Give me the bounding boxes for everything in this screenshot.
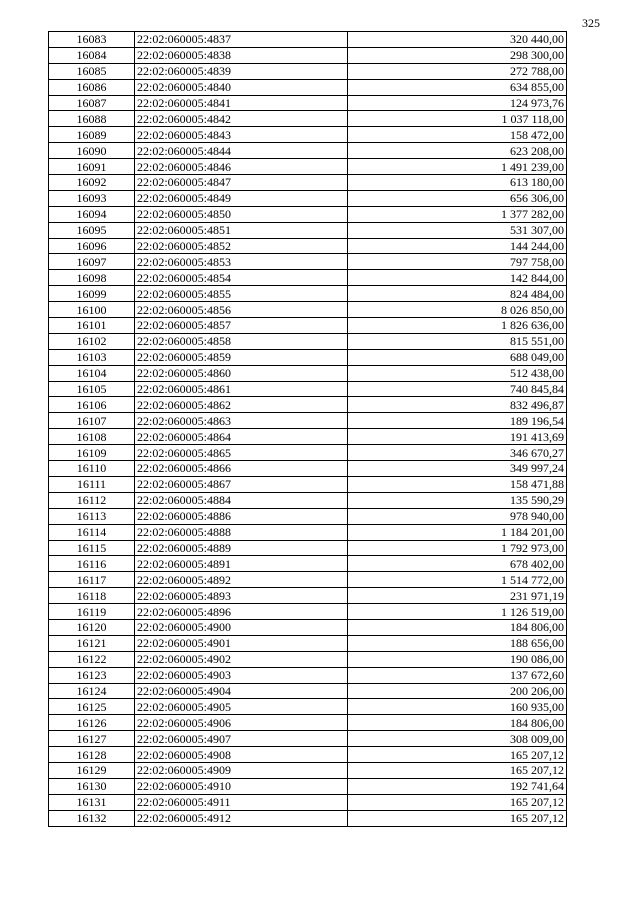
row-number-cell: 16085 [49, 63, 135, 79]
cadastral-number-cell: 22:02:060005:4856 [135, 302, 348, 318]
row-number-cell: 16128 [49, 747, 135, 763]
row-number-cell: 16104 [49, 365, 135, 381]
row-number-cell: 16131 [49, 794, 135, 810]
cadastral-value-cell: 1 514 772,00 [348, 572, 567, 588]
cadastral-number-cell: 22:02:060005:4837 [135, 32, 348, 48]
cadastral-number-cell: 22:02:060005:4861 [135, 381, 348, 397]
cadastral-number-cell: 22:02:060005:4855 [135, 286, 348, 302]
table-body [49, 32, 567, 827]
cadastral-number-cell: 22:02:060005:4851 [135, 222, 348, 238]
cadastral-value-cell: 320 440,00 [348, 32, 567, 48]
cadastral-value-cell: 1 377 282,00 [348, 206, 567, 222]
cadastral-value-cell: 184 806,00 [348, 619, 567, 635]
cadastral-number-cell: 22:02:060005:4864 [135, 429, 348, 445]
row-number-cell: 16132 [49, 810, 135, 826]
table-row [49, 540, 567, 556]
cadastral-number-cell: 22:02:060005:4884 [135, 492, 348, 508]
cadastral-value-cell: 349 997,24 [348, 461, 567, 477]
cadastral-number-cell: 22:02:060005:4893 [135, 588, 348, 604]
cadastral-value-cell: 623 208,00 [348, 143, 567, 159]
cadastral-value-cell: 165 207,12 [348, 747, 567, 763]
row-number-cell: 16127 [49, 731, 135, 747]
row-number-cell: 16093 [49, 190, 135, 206]
row-number-cell: 16118 [49, 588, 135, 604]
cadastral-value-cell: 688 049,00 [348, 349, 567, 365]
table-row [49, 32, 567, 48]
row-number-cell: 16124 [49, 683, 135, 699]
cadastral-value-cell: 1 126 519,00 [348, 604, 567, 620]
row-number-cell: 16088 [49, 111, 135, 127]
row-number-cell: 16110 [49, 461, 135, 477]
cadastral-value-table [48, 31, 567, 827]
row-number-cell: 16107 [49, 413, 135, 429]
row-number-cell: 16113 [49, 508, 135, 524]
table-row [49, 349, 567, 365]
row-number-cell: 16087 [49, 95, 135, 111]
row-number-cell: 16092 [49, 175, 135, 191]
row-number-cell: 16114 [49, 524, 135, 540]
row-number-cell: 16109 [49, 445, 135, 461]
cadastral-number-cell: 22:02:060005:4860 [135, 365, 348, 381]
table-row [49, 381, 567, 397]
cadastral-number-cell: 22:02:060005:4867 [135, 476, 348, 492]
row-number-cell: 16120 [49, 619, 135, 635]
cadastral-value-cell: 165 207,12 [348, 810, 567, 826]
cadastral-number-cell: 22:02:060005:4891 [135, 556, 348, 572]
row-number-cell: 16083 [49, 32, 135, 48]
table-row [49, 508, 567, 524]
row-number-cell: 16091 [49, 159, 135, 175]
cadastral-value-cell: 1 792 973,00 [348, 540, 567, 556]
table-row [49, 206, 567, 222]
table-row [49, 461, 567, 477]
table-row [49, 762, 567, 778]
cadastral-value-cell: 135 590,29 [348, 492, 567, 508]
table-row [49, 79, 567, 95]
table-row [49, 111, 567, 127]
table-row [49, 683, 567, 699]
cadastral-number-cell: 22:02:060005:4853 [135, 254, 348, 270]
row-number-cell: 16108 [49, 429, 135, 445]
cadastral-number-cell: 22:02:060005:4850 [135, 206, 348, 222]
cadastral-number-cell: 22:02:060005:4847 [135, 175, 348, 191]
cadastral-number-cell: 22:02:060005:4889 [135, 540, 348, 556]
cadastral-number-cell: 22:02:060005:4858 [135, 333, 348, 349]
row-number-cell: 16103 [49, 349, 135, 365]
table-row [49, 651, 567, 667]
cadastral-value-cell: 978 940,00 [348, 508, 567, 524]
cadastral-number-cell: 22:02:060005:4840 [135, 79, 348, 95]
table-row [49, 159, 567, 175]
cadastral-number-cell: 22:02:060005:4900 [135, 619, 348, 635]
row-number-cell: 16090 [49, 143, 135, 159]
row-number-cell: 16098 [49, 270, 135, 286]
row-number-cell: 16115 [49, 540, 135, 556]
row-number-cell: 16117 [49, 572, 135, 588]
cadastral-value-cell: 678 402,00 [348, 556, 567, 572]
table-row [49, 619, 567, 635]
cadastral-value-cell: 512 438,00 [348, 365, 567, 381]
cadastral-value-cell: 144 244,00 [348, 238, 567, 254]
table-row [49, 476, 567, 492]
cadastral-number-cell: 22:02:060005:4849 [135, 190, 348, 206]
cadastral-value-cell: 8 026 850,00 [348, 302, 567, 318]
table-row [49, 747, 567, 763]
cadastral-number-cell: 22:02:060005:4842 [135, 111, 348, 127]
table-row [49, 143, 567, 159]
cadastral-value-cell: 298 300,00 [348, 47, 567, 63]
table-row [49, 302, 567, 318]
cadastral-number-cell: 22:02:060005:4908 [135, 747, 348, 763]
row-number-cell: 16101 [49, 318, 135, 334]
cadastral-number-cell: 22:02:060005:4896 [135, 604, 348, 620]
cadastral-value-cell: 832 496,87 [348, 397, 567, 413]
table-row [49, 731, 567, 747]
table-row [49, 794, 567, 810]
cadastral-value-cell: 142 844,00 [348, 270, 567, 286]
row-number-cell: 16102 [49, 333, 135, 349]
table-row [49, 63, 567, 79]
page-number: 325 [582, 16, 600, 30]
row-number-cell: 16095 [49, 222, 135, 238]
table-row [49, 556, 567, 572]
cadastral-value-cell: 188 656,00 [348, 635, 567, 651]
cadastral-number-cell: 22:02:060005:4911 [135, 794, 348, 810]
cadastral-number-cell: 22:02:060005:4846 [135, 159, 348, 175]
cadastral-value-cell: 189 196,54 [348, 413, 567, 429]
cadastral-value-cell: 165 207,12 [348, 794, 567, 810]
cadastral-value-cell: 137 672,60 [348, 667, 567, 683]
table-row [49, 429, 567, 445]
row-number-cell: 16089 [49, 127, 135, 143]
row-number-cell: 16130 [49, 778, 135, 794]
cadastral-value-cell: 160 935,00 [348, 699, 567, 715]
row-number-cell: 16105 [49, 381, 135, 397]
row-number-cell: 16125 [49, 699, 135, 715]
cadastral-value-cell: 124 973,76 [348, 95, 567, 111]
cadastral-number-cell: 22:02:060005:4892 [135, 572, 348, 588]
cadastral-value-cell: 192 741,64 [348, 778, 567, 794]
row-number-cell: 16119 [49, 604, 135, 620]
cadastral-number-cell: 22:02:060005:4909 [135, 762, 348, 778]
row-number-cell: 16112 [49, 492, 135, 508]
table-row [49, 810, 567, 826]
cadastral-number-cell: 22:02:060005:4866 [135, 461, 348, 477]
table-row [49, 524, 567, 540]
cadastral-value-cell: 308 009,00 [348, 731, 567, 747]
cadastral-number-cell: 22:02:060005:4886 [135, 508, 348, 524]
cadastral-value-cell: 158 471,88 [348, 476, 567, 492]
cadastral-number-cell: 22:02:060005:4907 [135, 731, 348, 747]
row-number-cell: 16126 [49, 715, 135, 731]
table-row [49, 47, 567, 63]
cadastral-number-cell: 22:02:060005:4841 [135, 95, 348, 111]
table-row [49, 127, 567, 143]
row-number-cell: 16099 [49, 286, 135, 302]
table-row [49, 286, 567, 302]
table-row [49, 270, 567, 286]
cadastral-value-cell: 613 180,00 [348, 175, 567, 191]
table-row [49, 778, 567, 794]
row-number-cell: 16129 [49, 762, 135, 778]
cadastral-value-cell: 815 551,00 [348, 333, 567, 349]
cadastral-value-cell: 797 758,00 [348, 254, 567, 270]
row-number-cell: 16096 [49, 238, 135, 254]
cadastral-number-cell: 22:02:060005:4906 [135, 715, 348, 731]
table-row [49, 333, 567, 349]
cadastral-number-cell: 22:02:060005:4854 [135, 270, 348, 286]
cadastral-value-cell: 200 206,00 [348, 683, 567, 699]
cadastral-value-cell: 1 184 201,00 [348, 524, 567, 540]
table-row [49, 254, 567, 270]
row-number-cell: 16121 [49, 635, 135, 651]
cadastral-value-cell: 231 971,19 [348, 588, 567, 604]
table-row [49, 445, 567, 461]
cadastral-value-cell: 191 413,69 [348, 429, 567, 445]
table-row [49, 604, 567, 620]
row-number-cell: 16123 [49, 667, 135, 683]
table-row [49, 365, 567, 381]
cadastral-value-cell: 1 037 118,00 [348, 111, 567, 127]
table-row [49, 699, 567, 715]
cadastral-value-cell: 190 086,00 [348, 651, 567, 667]
row-number-cell: 16097 [49, 254, 135, 270]
table-row [49, 588, 567, 604]
row-number-cell: 16100 [49, 302, 135, 318]
cadastral-number-cell: 22:02:060005:4839 [135, 63, 348, 79]
row-number-cell: 16116 [49, 556, 135, 572]
table-row [49, 635, 567, 651]
cadastral-number-cell: 22:02:060005:4843 [135, 127, 348, 143]
row-number-cell: 16106 [49, 397, 135, 413]
cadastral-value-cell: 1 491 239,00 [348, 159, 567, 175]
table-row [49, 492, 567, 508]
table-row [49, 95, 567, 111]
cadastral-number-cell: 22:02:060005:4863 [135, 413, 348, 429]
cadastral-number-cell: 22:02:060005:4852 [135, 238, 348, 254]
cadastral-value-cell: 824 484,00 [348, 286, 567, 302]
cadastral-number-cell: 22:02:060005:4902 [135, 651, 348, 667]
table-row [49, 667, 567, 683]
cadastral-number-cell: 22:02:060005:4859 [135, 349, 348, 365]
cadastral-number-cell: 22:02:060005:4910 [135, 778, 348, 794]
table-row [49, 413, 567, 429]
table-row [49, 190, 567, 206]
table-row [49, 318, 567, 334]
row-number-cell: 16111 [49, 476, 135, 492]
cadastral-number-cell: 22:02:060005:4844 [135, 143, 348, 159]
cadastral-number-cell: 22:02:060005:4857 [135, 318, 348, 334]
cadastral-value-cell: 656 306,00 [348, 190, 567, 206]
cadastral-number-cell: 22:02:060005:4903 [135, 667, 348, 683]
cadastral-number-cell: 22:02:060005:4904 [135, 683, 348, 699]
cadastral-number-cell: 22:02:060005:4862 [135, 397, 348, 413]
cadastral-number-cell: 22:02:060005:4838 [135, 47, 348, 63]
cadastral-value-cell: 158 472,00 [348, 127, 567, 143]
row-number-cell: 16086 [49, 79, 135, 95]
cadastral-number-cell: 22:02:060005:4865 [135, 445, 348, 461]
table-row [49, 572, 567, 588]
cadastral-number-cell: 22:02:060005:4901 [135, 635, 348, 651]
cadastral-value-cell: 272 788,00 [348, 63, 567, 79]
cadastral-number-cell: 22:02:060005:4912 [135, 810, 348, 826]
cadastral-value-cell: 531 307,00 [348, 222, 567, 238]
cadastral-value-cell: 1 826 636,00 [348, 318, 567, 334]
table-row [49, 175, 567, 191]
table-row [49, 715, 567, 731]
cadastral-value-cell: 346 670,27 [348, 445, 567, 461]
row-number-cell: 16094 [49, 206, 135, 222]
cadastral-value-cell: 184 806,00 [348, 715, 567, 731]
row-number-cell: 16122 [49, 651, 135, 667]
cadastral-value-cell: 165 207,12 [348, 762, 567, 778]
cadastral-value-cell: 634 855,00 [348, 79, 567, 95]
table-row [49, 397, 567, 413]
row-number-cell: 16084 [49, 47, 135, 63]
table-row [49, 238, 567, 254]
cadastral-number-cell: 22:02:060005:4888 [135, 524, 348, 540]
cadastral-value-cell: 740 845,84 [348, 381, 567, 397]
cadastral-number-cell: 22:02:060005:4905 [135, 699, 348, 715]
table-row [49, 222, 567, 238]
